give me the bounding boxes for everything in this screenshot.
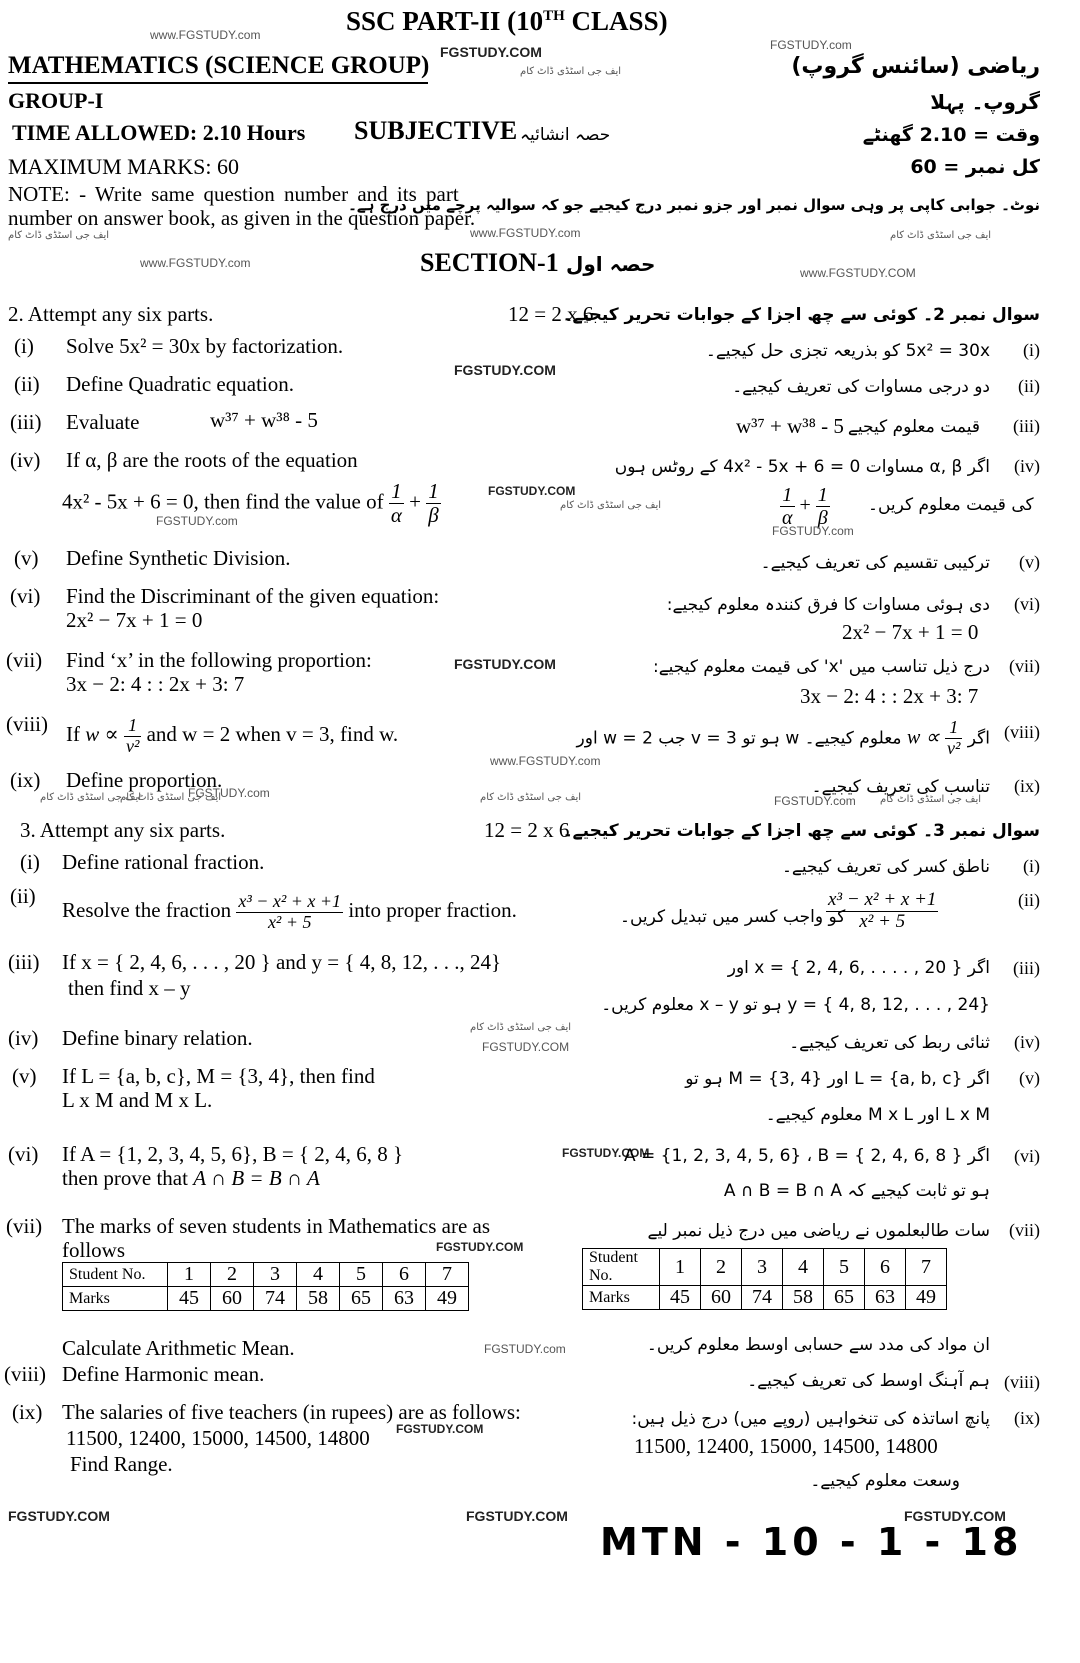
table-cell: 5 bbox=[340, 1263, 383, 1287]
q2-part-no: (iii) bbox=[10, 410, 42, 434]
q2-part-ur-2: 3x − 2: 4 : : 2x + 3: 7 bbox=[800, 684, 979, 708]
table-cell: 60 bbox=[701, 1286, 742, 1310]
q2-part-ur-2: کی قیمت معلوم کریں۔ bbox=[868, 495, 1034, 515]
w-proportional: w ∝ bbox=[906, 726, 940, 749]
watermark-ur: ایف جی اسٹڈی ڈاٹ کام bbox=[470, 1022, 572, 1033]
title-sup: TH bbox=[543, 8, 565, 24]
table-cell: Student No. bbox=[583, 1249, 660, 1286]
table-cell: 4 bbox=[783, 1249, 824, 1286]
title-text: SSC PART-II (10 bbox=[346, 6, 544, 36]
q2-part-text: Find ‘x’ in the following proportion: bbox=[66, 648, 372, 672]
fraction-one-over-beta bbox=[816, 484, 830, 529]
q2-part-ur: دی ہوئی مساوات کا فرق کنندہ معلوم کیجیے: bbox=[666, 595, 990, 615]
watermark: FGSTUDY.COM bbox=[562, 1146, 650, 1160]
q2-part-ur: قیمت معلوم کیجیے bbox=[847, 417, 980, 437]
table-cell: 60 bbox=[211, 1287, 254, 1311]
q3-part-text: Define rational fraction. bbox=[62, 850, 265, 874]
rational-fraction bbox=[236, 892, 343, 933]
q2-part-no: (vii) bbox=[6, 648, 43, 672]
note-ur: نوٹ۔ جوابی کاپی پر وہی سوال نمبر اور جزو نمبر درج کیجیے جو کہ سوالیہ پرچے میں درج ہے۔ bbox=[348, 196, 1040, 214]
q3-part-text: Define Harmonic mean. bbox=[62, 1362, 265, 1386]
watermark: FGSTUDY.COM bbox=[454, 362, 556, 378]
paper-title bbox=[346, 6, 668, 37]
q2-part-ur: دو درجی مساوات کی تعریف کیجیے۔ bbox=[732, 377, 990, 397]
q3-part-ur: اگر x = { 2, 4, 6, . . . . , 20 } اور bbox=[727, 958, 990, 978]
q3-part-no: (v) bbox=[12, 1064, 37, 1088]
q3-part-text: Define binary relation. bbox=[62, 1026, 253, 1050]
resolve-label: Resolve the fraction bbox=[62, 898, 232, 923]
watermark: www.FGSTUDY.com bbox=[470, 226, 581, 240]
q3-part-no-ur: (ix) bbox=[1014, 1408, 1040, 1428]
q2-part-no-ur: (vi) bbox=[1014, 594, 1040, 614]
q3-part-no-ur: (iv) bbox=[1014, 1032, 1040, 1052]
q3-part-no-ur: (i) bbox=[1023, 856, 1040, 876]
q3-part-ur-2: L x M اور M x L معلوم کیجیے۔ bbox=[765, 1105, 990, 1125]
q2-part-no: (ix) bbox=[10, 768, 41, 792]
table-cell: 63 bbox=[865, 1286, 906, 1310]
q2-part-ur: درج ذیل تناسب میں 'x' کی قیمت معلوم کیجیے: bbox=[652, 657, 990, 677]
q2-part-text-2 bbox=[62, 480, 441, 527]
q3-part-no-ur: (ii) bbox=[1018, 890, 1040, 910]
footer-watermark-left: FGSTUDY.COM bbox=[8, 1508, 110, 1524]
table-cell: 45 bbox=[168, 1287, 211, 1311]
q3-part-ur: ناطق کسر کی تعریف کیجیے۔ bbox=[781, 857, 990, 877]
q3-part-ur-2: 11500, 12400, 15000, 14500, 14800 bbox=[634, 1434, 938, 1458]
q3-part-no-ur: (v) bbox=[1019, 1068, 1040, 1088]
watermark: FGSTUDY.com bbox=[770, 38, 852, 52]
table-row bbox=[63, 1287, 469, 1311]
watermark-ur: ایف جی اسٹڈی ڈاٹ کام bbox=[480, 792, 582, 803]
table-cell: 7 bbox=[426, 1263, 469, 1287]
paper-code: MTN - 10 - 1 - 18 bbox=[600, 1520, 1023, 1564]
fraction-one-over-v-squared bbox=[124, 716, 141, 757]
time-ur: وقت = 2.10 گھنٹے bbox=[862, 124, 1040, 146]
marks-table-ur bbox=[582, 1248, 947, 1310]
q2-heading-ur: سوال نمبر 2۔ کوئی سے چھ اجزا کے جوابات تحریر کیجیے۔ bbox=[562, 305, 1040, 325]
watermark: FGSTUDY.COM bbox=[482, 1040, 570, 1054]
q3-part-text-2: follows bbox=[62, 1238, 125, 1262]
q3-part-ur: ثنائی ربط کی تعریف کیجیے۔ bbox=[789, 1033, 990, 1053]
group-en: GROUP-I bbox=[8, 88, 104, 113]
q3-part-text: If A = {1, 2, 3, 4, 5, 6}, B = { 2, 4, 6, 8 } bbox=[62, 1142, 404, 1166]
frac-den: x² + 5 bbox=[267, 911, 312, 932]
set-intersection-expr: A ∩ B = B ∩ A bbox=[193, 1166, 320, 1190]
q3-part-text-3: Find Range. bbox=[70, 1452, 173, 1476]
table-row bbox=[63, 1263, 469, 1287]
q3-part-text: The marks of seven students in Mathematics are as bbox=[62, 1214, 491, 1238]
q3-part-ur-2: ان مواد کی مدد سے حسابی اوسط معلوم کریں۔ bbox=[646, 1335, 990, 1355]
q3-part-ur: اگر L = {a, b, c} اور M = {3, 4} ہو تو bbox=[685, 1069, 990, 1089]
table-cell: Student No. bbox=[63, 1263, 168, 1287]
table-cell: 58 bbox=[783, 1286, 824, 1310]
section-title-en: SECTION-1 bbox=[420, 248, 559, 277]
watermark: FGSTUDY.com bbox=[772, 524, 854, 538]
table-cell: 49 bbox=[426, 1287, 469, 1311]
table-cell: 1 bbox=[168, 1263, 211, 1287]
q3-part-no: (iv) bbox=[8, 1026, 39, 1050]
q2-part-ur: 5x² = 30x کو بذریعہ تجزی حل کیجیے۔ bbox=[705, 341, 990, 361]
q3-part-no: (vii) bbox=[6, 1214, 43, 1238]
q2-part-text: If α, β are the roots of the equation bbox=[66, 448, 358, 472]
q2-part-no: (vi) bbox=[10, 584, 41, 608]
q2-part-no-ur: (ii) bbox=[1018, 376, 1040, 396]
q2-part-ur: تناسب کی تعریف کیجیے۔ bbox=[811, 777, 990, 797]
q2-part-text bbox=[66, 716, 398, 757]
q3-part-text-2: then find x – y bbox=[68, 976, 191, 1000]
table-cell: 6 bbox=[865, 1249, 906, 1286]
table-cell: 74 bbox=[254, 1287, 297, 1311]
q3-part-ur: ہم آہنگ اوسط کی تعریف کیجیے۔ bbox=[747, 1371, 990, 1391]
q2-heading: 2. Attempt any six parts. bbox=[8, 302, 214, 326]
q2-part-text: Evaluate bbox=[66, 410, 140, 434]
q2-part-no: (i) bbox=[14, 334, 34, 358]
subjective-ur: حصہ انشائیہ bbox=[520, 125, 611, 145]
group-ur: گروپ۔ پہلا bbox=[930, 90, 1040, 114]
q2-part-text: Define Synthetic Division. bbox=[66, 546, 291, 570]
title-end: CLASS) bbox=[564, 6, 668, 36]
watermark-ur: ایف جی اسٹڈی ڈاٹ کام bbox=[880, 794, 982, 805]
table-cell: 6 bbox=[383, 1263, 426, 1287]
q2-part-text: Define proportion. bbox=[66, 768, 223, 792]
q2-part-ur-mid: اور w = 2 جب v = 3 ہو تو w معلوم کیجیے۔ bbox=[576, 728, 902, 749]
q3-part-text: The salaries of five teachers (in rupees) are as follows: bbox=[62, 1400, 521, 1424]
q3-part-ur-2: ہو تو ثابت کیجیے کہ A ∩ B = B ∩ A bbox=[723, 1181, 990, 1201]
q3-heading-ur: سوال نمبر 3۔ کوئی سے چھ اجزا کے جوابات تحریر کیجیے۔ bbox=[562, 821, 1040, 841]
watermark-ur: ایف جی اسٹڈی ڈاٹ کام bbox=[40, 792, 142, 803]
watermark-ur: ایف جی اسٹڈی ڈاٹ کام bbox=[560, 500, 662, 511]
table-cell: 63 bbox=[383, 1287, 426, 1311]
watermark-ur: ایف جی اسٹڈی ڈاٹ کام bbox=[8, 230, 110, 241]
if-label-ur: اگر bbox=[967, 728, 990, 749]
q3-part-text bbox=[62, 892, 517, 933]
table-cell: 65 bbox=[824, 1286, 865, 1310]
subject-underline bbox=[8, 82, 428, 84]
q3-part-ur: اگر A = {1, 2, 3, 4, 5, 6} ، B = { 2, 4, 6, 8 } bbox=[624, 1146, 990, 1166]
time-en: TIME ALLOWED: 2.10 Hours bbox=[12, 120, 306, 145]
max-marks-ur: کل نمبر = 60 bbox=[910, 156, 1040, 178]
q2-part-no-ur: (iv) bbox=[1014, 456, 1040, 476]
q3-part-no: (iii) bbox=[8, 950, 40, 974]
watermark: FGSTUDY.com bbox=[156, 514, 238, 528]
fraction-one-over-v-squared bbox=[945, 718, 962, 759]
frac-den: v² bbox=[947, 737, 961, 758]
watermark: FGSTUDY.COM bbox=[488, 484, 576, 498]
q2-part-ur: اگر α, β مساوات 4x² - 5x + 6 = 0 کے روٹس ہوں bbox=[614, 457, 990, 477]
frac-num: x³ − x² + x +1 bbox=[238, 891, 342, 911]
table-cell: 7 bbox=[906, 1249, 947, 1286]
q3-part-ur: سات طالبعلموں نے ریاضی میں درج ذیل نمبر لیے bbox=[647, 1221, 990, 1241]
watermark: www.FGSTUDY.com bbox=[140, 256, 251, 270]
table-cell: 5 bbox=[824, 1249, 865, 1286]
resolve-end-label: into proper fraction. bbox=[348, 898, 517, 923]
watermark: www.FGSTUDY.com bbox=[150, 28, 261, 42]
q3-part-text-2: 11500, 12400, 15000, 14500, 14800 bbox=[66, 1426, 370, 1450]
q3-part-ur-2: y = { 4, 8, 12, . . . , 24} ہو تو x – y معلوم کریں۔ bbox=[601, 995, 990, 1015]
note-en-line1: NOTE: - Write same question number and its part bbox=[8, 182, 459, 206]
q3-part-text: If L = {a, b, c}, M = {3, 4}, then find bbox=[62, 1064, 375, 1088]
q2-part-text-2: 2x² − 7x + 1 = 0 bbox=[66, 608, 203, 632]
q2-part-ur-fraction bbox=[780, 484, 830, 529]
watermark-ur: ایف جی اسٹڈی ڈاٹ کام bbox=[120, 792, 222, 803]
q2-part-text: Solve 5x² = 30x by factorization. bbox=[66, 334, 344, 358]
table-row bbox=[583, 1249, 947, 1286]
plus-sign: + bbox=[409, 489, 421, 514]
table-cell: 2 bbox=[211, 1263, 254, 1287]
section-title-ur: حصہ اول bbox=[566, 252, 656, 276]
table-cell: 58 bbox=[297, 1287, 340, 1311]
marks-table-en bbox=[62, 1262, 469, 1311]
subject-ur: ریاضی (سائنس گروپ) bbox=[791, 54, 1040, 79]
q3-part-text: If x = { 2, 4, 6, . . . , 20 } and y = { 4, 8, 12, . . ., 24} bbox=[62, 950, 502, 974]
frac-den: v² bbox=[125, 735, 140, 756]
footer-watermark-center: FGSTUDY.COM bbox=[466, 1508, 568, 1524]
q2-part-no-ur: (iii) bbox=[1013, 416, 1040, 436]
q3-part-no: (i) bbox=[20, 850, 40, 874]
table-cell: Marks bbox=[63, 1287, 168, 1311]
watermark: www.FGSTUDY.COM bbox=[800, 266, 916, 280]
q2-part-text-2: 3x − 2: 4 : : 2x + 3: 7 bbox=[66, 672, 245, 696]
table-row bbox=[583, 1286, 947, 1310]
q3-part-no-ur: (vii) bbox=[1009, 1220, 1040, 1240]
frac-num: 1 bbox=[817, 484, 828, 506]
table-cell: 1 bbox=[660, 1249, 701, 1286]
table-cell: Marks bbox=[583, 1286, 660, 1310]
q3-part-text-3: Calculate Arithmetic Mean. bbox=[62, 1336, 295, 1360]
q3-part-ur: پانچ اساتذہ کی تنخواہیں (روپے میں) درج ذیل ہیں: bbox=[631, 1409, 990, 1429]
q2-part-ur-2: 2x² − 7x + 1 = 0 bbox=[842, 620, 979, 644]
watermark-ur: ایف جی اسٹڈی ڈاٹ کام bbox=[520, 66, 622, 77]
max-marks-en: MAXIMUM MARKS: 60 bbox=[8, 154, 240, 179]
frac-den: x² + 5 bbox=[859, 910, 906, 932]
q2-part-no-ur: (vii) bbox=[1009, 656, 1040, 676]
frac-num: 1 bbox=[428, 479, 439, 503]
prove-label: then prove that bbox=[62, 1166, 188, 1190]
watermark: FGSTUDY.com bbox=[774, 794, 856, 808]
watermark: FGSTUDY.COM bbox=[440, 44, 542, 60]
q3-part-no: (ii) bbox=[10, 884, 36, 908]
q2-part-no: (iv) bbox=[10, 448, 41, 472]
q3-part-ur: کو واجب کسر میں تبدیل کریں۔ bbox=[620, 907, 846, 927]
table-cell: 74 bbox=[742, 1286, 783, 1310]
subjective-en: SUBJECTIVE bbox=[354, 116, 518, 145]
frac-den: α bbox=[390, 503, 402, 528]
q3-part-no: (vi) bbox=[8, 1142, 39, 1166]
if-label: If bbox=[66, 722, 80, 747]
frac-num: 1 bbox=[124, 716, 141, 737]
q2-marks: 12 = 2 x 6 bbox=[508, 302, 594, 326]
plus-sign: + bbox=[799, 494, 811, 517]
frac-den: α bbox=[782, 507, 793, 529]
table-cell: 49 bbox=[906, 1286, 947, 1310]
q2-part-text: Find the Discriminant of the given equation: bbox=[66, 584, 440, 608]
footer-watermark-right: FGSTUDY.COM bbox=[904, 1508, 1006, 1524]
watermark: www.FGSTUDY.com bbox=[490, 754, 601, 768]
watermark: FGSTUDY.com bbox=[188, 786, 270, 800]
q2-part-no-ur: (i) bbox=[1023, 340, 1040, 360]
q2-part-text-mid: and w = 2 when v = 3, find w. bbox=[146, 722, 399, 747]
q2-part-no-ur: (ix) bbox=[1014, 776, 1040, 796]
table-cell: 3 bbox=[742, 1249, 783, 1286]
q3-part-no: (ix) bbox=[12, 1400, 43, 1424]
table-cell: 45 bbox=[660, 1286, 701, 1310]
table-cell: 65 bbox=[340, 1287, 383, 1311]
frac-den: β bbox=[428, 503, 439, 528]
subject-en: MATHEMATICS (SCIENCE GROUP) bbox=[8, 52, 430, 79]
fraction-one-over-alpha bbox=[389, 480, 404, 527]
frac-num: x³ − x² + x +1 bbox=[828, 889, 937, 910]
frac-den: β bbox=[817, 507, 828, 529]
table-cell: 4 bbox=[297, 1263, 340, 1287]
watermark-ur: ایف جی اسٹڈی ڈاٹ کام bbox=[890, 230, 992, 241]
q3-heading: 3. Attempt any six parts. bbox=[20, 818, 226, 842]
q2-part-ur: ترکیبی تقسیم کی تعریف کیجیے۔ bbox=[760, 553, 990, 573]
q2-part-no-ur: (v) bbox=[1019, 552, 1040, 572]
q3-part-no-ur: (iii) bbox=[1013, 958, 1040, 978]
q3-part-ur-3: وسعت معلوم کیجیے۔ bbox=[810, 1471, 960, 1491]
q2-part-text: Define Quadratic equation. bbox=[66, 372, 294, 396]
q3-marks: 12 = 2 x 6 bbox=[484, 818, 570, 842]
fraction-one-over-beta bbox=[426, 480, 441, 527]
watermark: FGSTUDY.COM bbox=[454, 656, 556, 672]
q2-part-no-ur: (viii) bbox=[1004, 722, 1040, 742]
q3-part-no-ur: (vi) bbox=[1014, 1146, 1040, 1166]
q2-expression: w³⁷ + w³⁸ - 5 bbox=[210, 408, 318, 432]
watermark: FGSTUDY.COM bbox=[396, 1422, 484, 1436]
w-proportional: w ∝ bbox=[85, 722, 119, 747]
q2-part-no: (ii) bbox=[14, 372, 40, 396]
frac-num: 1 bbox=[389, 480, 404, 504]
frac-num: 1 bbox=[945, 718, 962, 739]
q2-part-text-2-label: 4x² - 5x + 6 = 0, then find the value of bbox=[62, 489, 384, 514]
q2-part-ur bbox=[577, 718, 990, 759]
q3-part-text-2 bbox=[62, 1166, 320, 1191]
table-cell: 2 bbox=[701, 1249, 742, 1286]
frac-num: 1 bbox=[780, 484, 795, 507]
q3-part-no-ur: (viii) bbox=[1004, 1372, 1040, 1392]
q3-part-no: (viii) bbox=[4, 1362, 46, 1386]
q3-part-text-2: L x M and M x L. bbox=[62, 1088, 213, 1112]
q2-expression-ur: w³⁷ + w³⁸ - 5 bbox=[736, 414, 844, 438]
q2-part-no: (v) bbox=[14, 546, 39, 570]
watermark: FGSTUDY.com bbox=[484, 1342, 566, 1356]
watermark: FGSTUDY.COM bbox=[436, 1240, 524, 1254]
table-cell: 3 bbox=[254, 1263, 297, 1287]
fraction-one-over-alpha bbox=[780, 484, 795, 529]
note-en-line2: number on answer book, as given in the question paper. bbox=[8, 206, 476, 230]
q2-part-no: (viii) bbox=[6, 712, 48, 736]
